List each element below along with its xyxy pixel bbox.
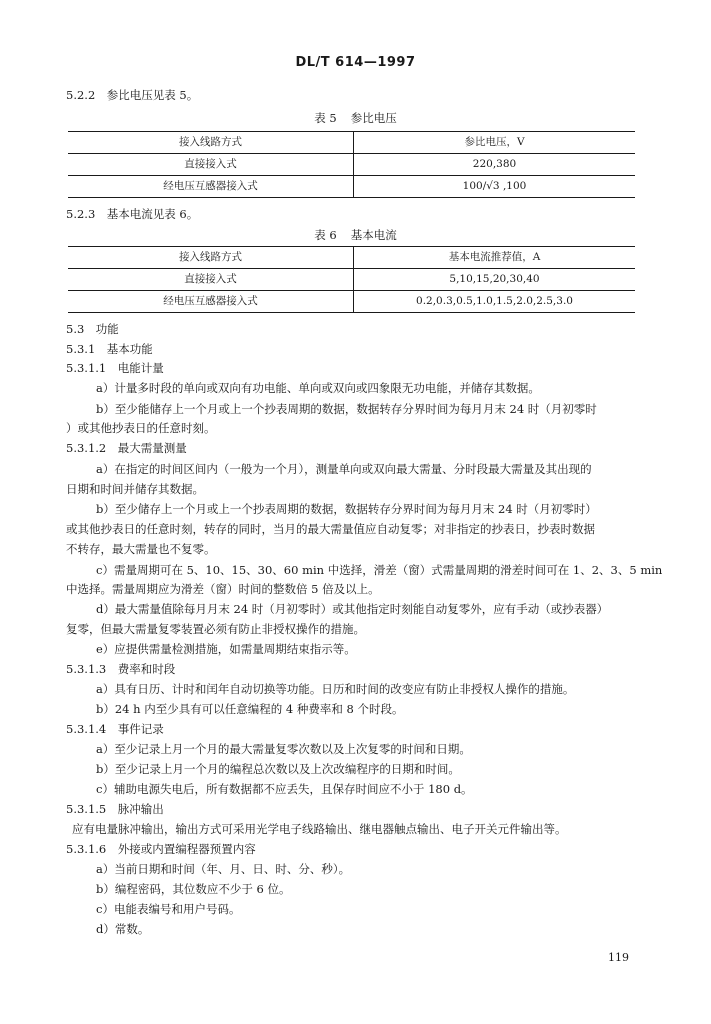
clause-5-3-1-4: 5.3.1.4 事件记录 bbox=[66, 722, 164, 736]
paragraph-line: 日期和时间并储存其数据。 bbox=[66, 482, 204, 496]
table-row bbox=[68, 291, 635, 313]
paragraph-line: 中选择。需量周期应为滑差（窗）时间的整数倍 5 倍及以上。 bbox=[66, 582, 380, 596]
clause-5-2-3: 5.2.3 基本电流见表 6。 bbox=[66, 207, 199, 221]
paragraph-line: b）至少记录上月一个月的编程总次数以及上次改编程序的日期和时间。 bbox=[96, 762, 460, 776]
table6-caption bbox=[0, 228, 711, 242]
paragraph-line: b）至少能储存上一个月或上一个抄表周期的数据，数据转存分界时间为每月月末 24 时（月初零时 bbox=[96, 402, 597, 416]
table5 bbox=[68, 131, 635, 198]
table-cell: 直接接入式 bbox=[68, 154, 354, 176]
paragraph-line: d）常数。 bbox=[96, 922, 150, 936]
page-number: 119 bbox=[608, 951, 629, 964]
paragraph-line: a）当前日期和时间（年、月、日、时、分、秒）。 bbox=[96, 862, 351, 876]
clause-5-3-1-3: 5.3.1.3 费率和时段 bbox=[66, 662, 176, 676]
paragraph-line: 不转存，最大需量也不复零。 bbox=[66, 542, 216, 556]
table-row bbox=[68, 269, 635, 291]
table-cell: 100/√3 ,100 bbox=[354, 176, 636, 198]
paragraph-line: b）24 h 内至少具有可以任意编程的 4 种费率和 8 个时段。 bbox=[96, 702, 404, 716]
paragraph-line: a）在指定的时间区间内（一般为一个月），测量单向或双向最大需量、分时段最大需量及其出现的 bbox=[96, 462, 592, 476]
paragraph-line: ）或其他抄表日的任意时刻。 bbox=[66, 421, 216, 435]
table-cell: 220,380 bbox=[354, 154, 636, 176]
paragraph-line: a）至少记录上月一个月的最大需量复零次数以及上次复零的时间和日期。 bbox=[96, 742, 471, 756]
paragraph-line: c）电能表编号和用户号码。 bbox=[96, 902, 241, 916]
table-header-row bbox=[68, 247, 635, 269]
paragraph-line: c）辅助电源失电后，所有数据都不应丢失，且保存时间应不小于 180 d。 bbox=[96, 782, 473, 796]
paragraph-line: b）编程密码，其位数应不少于 6 位。 bbox=[96, 882, 291, 896]
table-header-cell: 接入线路方式 bbox=[68, 132, 354, 154]
table-cell: 0.2,0.3,0.5,1.0,1.5,2.0,2.5,3.0 bbox=[354, 291, 636, 313]
clause-5-3-1-2: 5.3.1.2 最大需量测量 bbox=[66, 441, 187, 455]
table5-caption bbox=[0, 111, 711, 125]
paragraph-line: c）需量周期可在 5、10、15、30、60 min 中选择，滑差（窗）式需量周期的滑差时间可在 1、2、3、5 min bbox=[96, 563, 663, 577]
table-header-cell: 参比电压，V bbox=[354, 132, 636, 154]
paragraph-line: e）应提供需量检测措施，如需量周期结束指示等。 bbox=[96, 642, 356, 656]
table-header-cell: 接入线路方式 bbox=[68, 247, 354, 269]
table-row bbox=[68, 176, 635, 198]
paragraph-line: a）具有日历、计时和闰年自动切换等功能。日历和时间的改变应有防止非授权人操作的措施。 bbox=[96, 682, 575, 696]
paragraph-line: 复零，但最大需量复零装置必须有防止非授权操作的措施。 bbox=[66, 622, 365, 636]
table5-caption-number: 表 5 bbox=[314, 111, 337, 125]
clause-5-3-1-1: 5.3.1.1 电能计量 bbox=[66, 361, 164, 375]
table-cell: 5,10,15,20,30,40 bbox=[354, 269, 636, 291]
paragraph-line: d）最大需量值除每月月末 24 时（月初零时）或其他指定时刻能自动复零外，应有手动（或抄表器） bbox=[96, 602, 609, 616]
clause-5-3-1-5: 5.3.1.5 脉冲输出 bbox=[66, 802, 164, 816]
paragraph-line: 或其他抄表日的任意时刻，转存的同时，当月的最大需量值应自动复零；对非指定的抄表日，抄表时数据 bbox=[66, 522, 595, 536]
paragraph-line: 应有电量脉冲输出，输出方式可采用光学电子线路输出、继电器触点输出、电子开关元件输出等。 bbox=[72, 822, 567, 836]
table-cell: 经电压互感器接入式 bbox=[68, 176, 354, 198]
paragraph-line: a）计量多时段的单向或双向有功电能、单向或双向或四象限无功电能，并储存其数据。 bbox=[96, 381, 540, 395]
page-header: DL/T 614—1997 bbox=[295, 55, 416, 70]
table6 bbox=[68, 246, 635, 313]
table-header-cell: 基本电流推荐值，A bbox=[354, 247, 636, 269]
table-cell: 经电压互感器接入式 bbox=[68, 291, 354, 313]
clause-5-3-1: 5.3.1 基本功能 bbox=[66, 342, 153, 356]
table-row bbox=[68, 154, 635, 176]
table6-caption-title: 基本电流 bbox=[350, 228, 397, 242]
clause-5-2-2: 5.2.2 参比电压见表 5。 bbox=[66, 88, 199, 102]
table-cell: 直接接入式 bbox=[68, 269, 354, 291]
table5-caption-title: 参比电压 bbox=[350, 111, 397, 125]
clause-5-3: 5.3 功能 bbox=[66, 322, 119, 336]
paragraph-line: b）至少储存上一个月或上一个抄表周期的数据，数据转存分界时间为每月月末 24 时（月初零时） bbox=[96, 502, 597, 516]
table-header-row bbox=[68, 132, 635, 154]
table6-caption-number: 表 6 bbox=[314, 228, 337, 242]
clause-5-3-1-6: 5.3.1.6 外接或内置编程器预置内容 bbox=[66, 842, 256, 856]
